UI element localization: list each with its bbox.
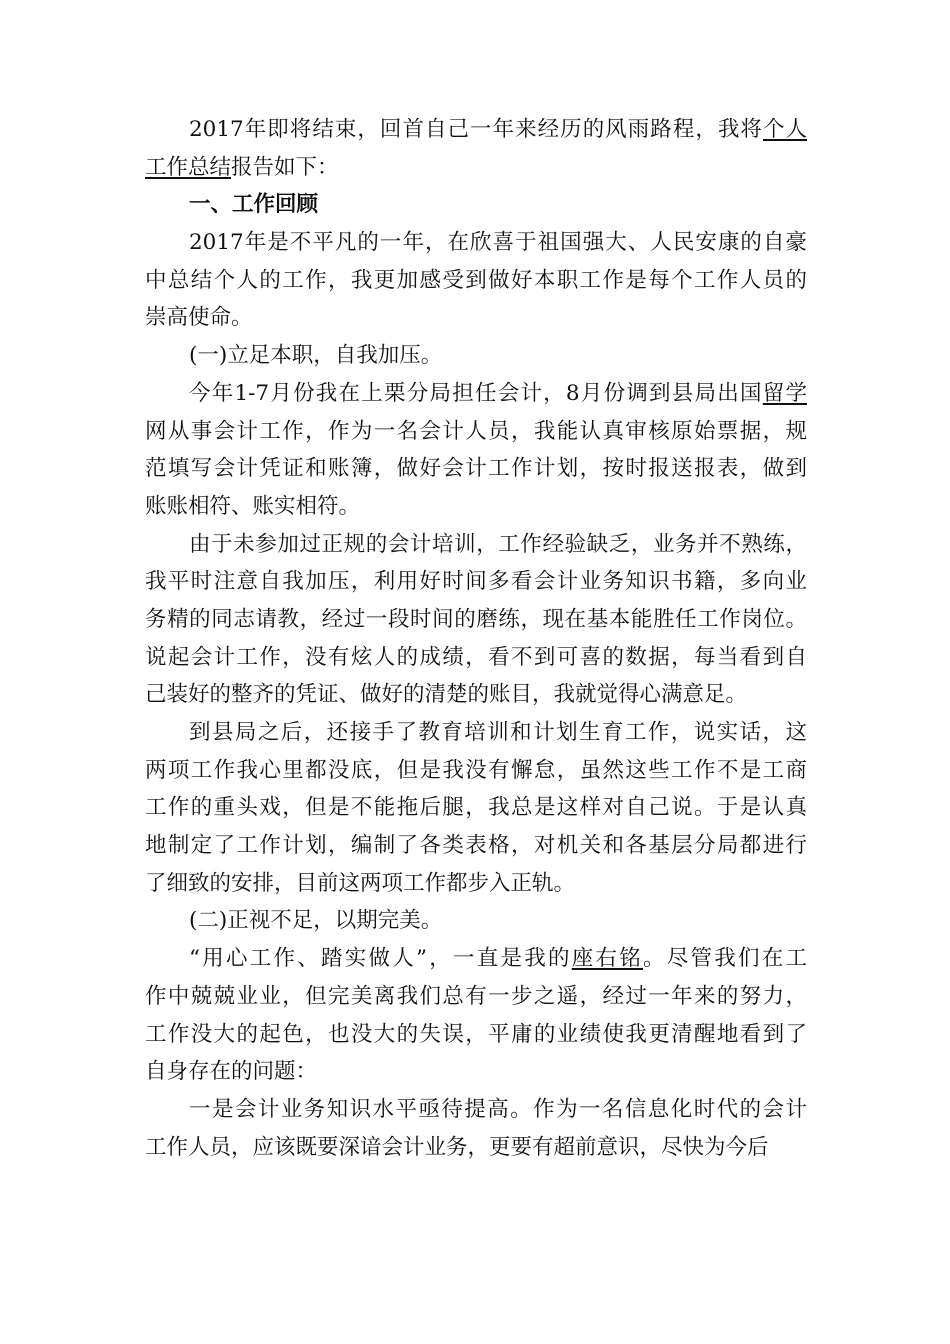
text-segment: 今年1-7月份我在上栗分局担任会计，8月份调到县局出国 [189, 380, 763, 406]
text-segment: 一、工作回顾 [189, 192, 319, 218]
text-segment: 范填写会计凭证和账簿，做好会计工作计划，按时报送报表，做到 [145, 456, 807, 482]
underlined-text: 工作总结 [145, 154, 232, 180]
section-heading [145, 186, 807, 224]
text-line [145, 1016, 807, 1054]
text-segment: (二)正视不足，以期完美。 [189, 908, 443, 934]
text-segment: 务精的同志请教，经过一段时间的磨练，现在基本能胜任工作岗位。 [145, 606, 807, 632]
paragraph [145, 224, 807, 337]
text-line [145, 450, 807, 488]
subsection-heading [145, 902, 807, 940]
text-segment: 说起会计工作，没有炫人的成绩，看不到可喜的数据，每当看到自 [145, 644, 807, 670]
text-line [145, 639, 807, 677]
text-segment: 一是会计业务知识水平亟待提高。作为一名信息化时代的会计 [189, 1096, 807, 1122]
text-line [145, 186, 807, 224]
text-segment: 自身存在的问题： [145, 1059, 318, 1085]
text-line [145, 262, 807, 300]
text-segment: 了细致的安排，目前这两项工作都步入正轨。 [145, 870, 576, 896]
document-page [145, 111, 807, 1166]
text-line [145, 1091, 807, 1129]
text-line [145, 601, 807, 639]
text-line [145, 299, 807, 337]
text-segment: 2017年即将结束，回首自己一年来经历的风雨路程，我将 [189, 117, 763, 142]
text-line [145, 224, 807, 262]
text-line [145, 149, 807, 187]
text-segment: 我平时注意自我加压，利用好时间多看会计业务知识书籍，多向业 [145, 569, 807, 595]
text-line [145, 752, 807, 790]
text-line [145, 978, 807, 1016]
underlined-text: 留学 [762, 380, 807, 406]
text-segment: 。尽管我们在工 [642, 946, 807, 972]
text-segment: 账账相符、账实相符。 [145, 493, 361, 519]
text-line [145, 676, 807, 714]
text-line [145, 563, 807, 601]
text-segment: 网从事会计工作，作为一名会计人员，我能认真审核原始票据，规 [145, 418, 807, 444]
text-line [145, 375, 807, 413]
text-segment: 2017年是不平凡的一年，在欣喜于祖国强大、人民安康的自豪 [189, 230, 807, 256]
text-line [145, 337, 807, 375]
paragraph [145, 526, 807, 714]
text-segment: “用心工作、踏实做人”，一直是我的 [189, 946, 572, 972]
text-segment: 两项工作我心里都没底，但是我没有懈怠，虽然这些工作不是工商 [145, 757, 807, 783]
paragraph [145, 940, 807, 1091]
paragraph [145, 1091, 807, 1166]
text-segment: 崇高使命。 [145, 305, 253, 331]
text-line [145, 111, 807, 149]
underlined-text: 个人 [762, 117, 807, 142]
text-line [145, 714, 807, 752]
text-line [145, 789, 807, 827]
paragraph [145, 714, 807, 902]
text-segment: 工作人员，应该既要深谙会计业务，更要有超前意识，尽快为今后 [145, 1134, 769, 1160]
underlined-text: 座右铭 [571, 946, 643, 972]
text-line [145, 488, 807, 526]
text-line [145, 526, 807, 564]
text-line [145, 940, 807, 978]
text-segment: 作中兢兢业业，但完美离我们总有一步之遥，经过一年来的努力， [145, 983, 807, 1009]
subsection-heading [145, 337, 807, 375]
text-line [145, 902, 807, 940]
text-segment: 工作的重头戏，但是不能拖后腿，我总是这样对自己说。于是认真 [145, 795, 807, 821]
text-segment: (一)立足本职，自我加压。 [189, 343, 443, 369]
text-segment: 地制定了工作计划，编制了各类表格，对机关和各基层分局都进行 [145, 833, 807, 859]
text-segment: 由于未参加过正规的会计培训，工作经验缺乏，业务并不熟练， [189, 531, 807, 557]
text-segment: 报告如下： [231, 154, 339, 180]
text-line [145, 865, 807, 903]
text-segment: 己装好的整齐的凭证、做好的清楚的账目，我就觉得心满意足。 [145, 682, 748, 708]
text-segment: 到县局之后，还接手了教育培训和计划生育工作，说实话，这 [189, 720, 807, 745]
text-line [145, 1129, 807, 1167]
text-line [145, 1053, 807, 1091]
text-line [145, 413, 807, 451]
paragraph [145, 375, 807, 526]
text-line [145, 827, 807, 865]
text-segment: 工作没大的起色，也没大的失误，平庸的业绩使我更清醒地看到了 [145, 1021, 807, 1047]
paragraph [145, 111, 807, 186]
text-segment: 中总结个人的工作，我更加感受到做好本职工作是每个工作人员的 [145, 267, 807, 293]
